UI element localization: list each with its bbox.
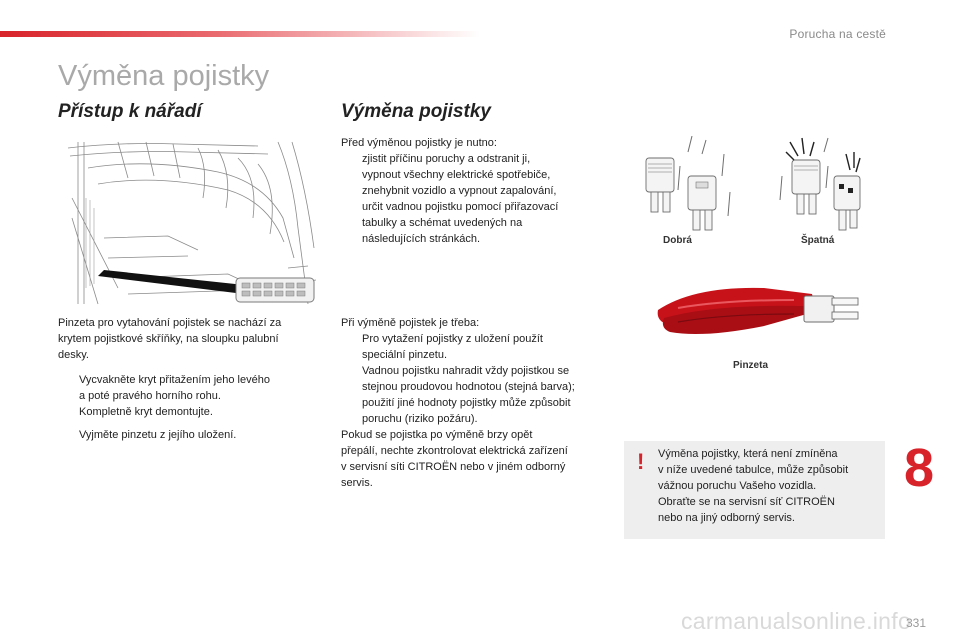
text-line: tabulky a schémat uvedených na — [362, 217, 523, 229]
heading-fuse-replacement: Výměna pojistky — [341, 101, 491, 122]
cover-removal-steps — [58, 372, 320, 420]
page-title: Výměna pojistky — [58, 60, 270, 92]
text-line: použití jiné hodnoty pojistky může způsobit — [362, 397, 571, 409]
text-line: speciální pinzetu. — [362, 349, 447, 361]
text-line: v níže uvedené tabulce, může způsobit — [658, 464, 849, 476]
list-item — [341, 167, 611, 183]
heading-tool-access: Přístup k nářadí — [58, 101, 202, 122]
tweezer-removal-step — [58, 427, 320, 443]
text-line: nebo na jiný odborný servis. — [658, 512, 795, 524]
list-item — [58, 427, 320, 443]
lead-text: Před výměnou pojistky je nutno: — [341, 137, 497, 149]
text-line: Vycvakněte kryt přitažením jeho levého — [79, 374, 270, 386]
chapter-number-badge: 8 — [903, 438, 935, 498]
closing-text — [341, 427, 613, 491]
replacement-steps — [341, 331, 613, 427]
watermark: carmanualsonline.info — [681, 608, 912, 634]
section-header: Porucha na cestě — [789, 27, 886, 41]
list-item — [341, 363, 613, 427]
pre-replacement-steps — [341, 151, 611, 247]
lead-text: Při výměně pojistek je třeba: — [341, 317, 480, 329]
list-item — [58, 404, 320, 420]
list-item — [341, 183, 611, 199]
text-line: Vadnou pojistku nahradit vždy pojistkou se — [362, 365, 570, 377]
list-item — [58, 372, 320, 404]
text-line: vypnout všechny elektrické spotřebiče, — [362, 169, 551, 181]
text-line: desky. — [58, 349, 89, 361]
text-line: servis. — [341, 477, 373, 489]
good-fuse-caption: Dobrá — [663, 235, 692, 246]
text-line: Pinzeta pro vytahování pojistek se nachází za — [58, 317, 282, 329]
list-item — [341, 199, 611, 247]
text-line: vážnou poruchu Vašeho vozidla. — [658, 480, 817, 492]
warning-box — [624, 441, 885, 539]
warning-text — [658, 446, 880, 526]
fuse-tweezer-illustration — [654, 274, 869, 346]
text-line: Kompletně kryt demontujte. — [79, 406, 213, 418]
tool-location-text — [58, 315, 320, 363]
list-item — [341, 331, 613, 363]
text-line: Pro vytažení pojistky z uložení použít — [362, 333, 543, 345]
tweezer-caption: Pinzeta — [733, 360, 769, 371]
text-line: Pokud se pojistka po výměně brzy opět — [341, 429, 533, 441]
fusebox-location-illustration — [58, 138, 320, 308]
text-line: zjistit příčinu poruchy a odstranit ji, — [362, 153, 531, 165]
text-line: přepálí, nechte zkontrolovat elektrická zařízení — [341, 445, 568, 457]
replacement-block — [341, 315, 613, 491]
text-line: Výměna pojistky, která není zmíněna — [658, 448, 838, 460]
page-number: 331 — [906, 616, 927, 630]
good-bad-fuse-illustration — [632, 136, 862, 236]
text-line: Vyjměte pinzetu z jejího uložení. — [79, 429, 237, 441]
text-line: krytem pojistkové skříňky, na sloupku palubní — [58, 333, 279, 345]
text-line: znehybnit vozidlo a vypnout zapalování, — [362, 185, 557, 197]
text-line: Obraťte se na servisní síť CITROËN — [658, 496, 835, 508]
pre-replacement-block — [341, 135, 611, 247]
text-line: a poté pravého horního rohu. — [79, 390, 221, 402]
header-accent-bar — [0, 31, 480, 37]
list-item — [341, 151, 611, 167]
text-line: stejnou proudovou hodnotou (stejná barva); — [362, 381, 575, 393]
bad-fuse-caption: Špatná — [801, 235, 835, 246]
text-line: určit vadnou pojistku pomocí přiřazovací — [362, 201, 559, 213]
text-line: následujících stránkách. — [362, 233, 481, 245]
text-line: v servisní síti CITROËN nebo v jiném odborný — [341, 461, 566, 473]
warning-icon: ! — [637, 449, 645, 474]
text-line: poruchu (riziko požáru). — [362, 413, 478, 425]
